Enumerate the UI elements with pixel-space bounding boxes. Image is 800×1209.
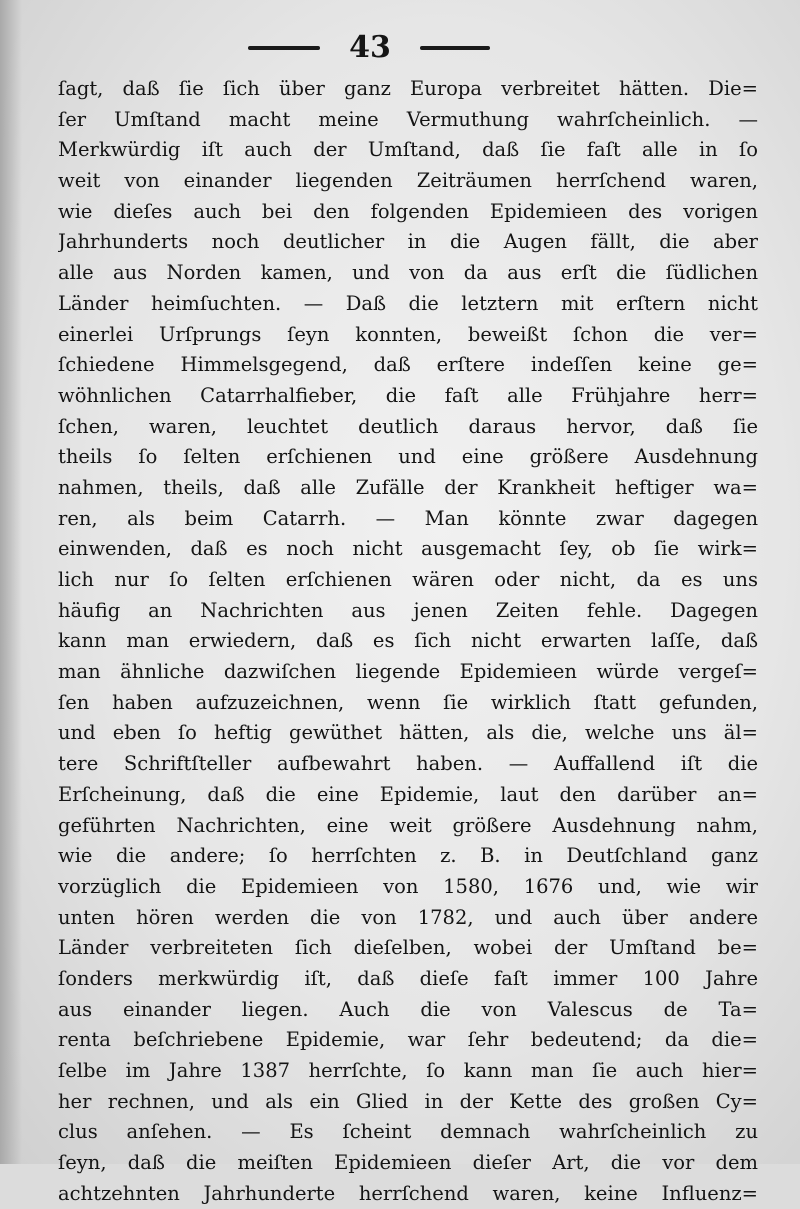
- text-line: wie dieſes auch bei den folgenden Epidemieen des vorigen: [58, 199, 758, 223]
- text-line: achtzehnten Jahrhunderte herrſchend waren, keine Influenz=: [58, 1181, 758, 1205]
- text-line: theils ſo ſelten erſchienen und eine größere Ausdehnung: [58, 445, 758, 469]
- text-line: einwenden, daß es noch nicht ausgemacht ſey, ob ſie wirk=: [58, 537, 758, 561]
- text-line: Länder heimſuchten. — Daß die letztern mit erſtern nicht: [58, 291, 758, 315]
- header-rule-left: [248, 46, 320, 50]
- text-line: man ähnliche dazwiſchen liegende Epidemieen würde vergeſ=: [58, 660, 758, 684]
- text-line: geführten Nachrichten, eine weit größere Ausdehnung nahm,: [58, 813, 758, 837]
- text-line: ſchen, waren, leuchtet deutlich daraus hervor, daß ſie: [58, 414, 758, 438]
- text-line: nahmen, theils, daß alle Zufälle der Krankheit heftiger wa=: [58, 475, 758, 499]
- text-line: weit von einander liegenden Zeiträumen herrſchend waren,: [58, 169, 758, 193]
- text-line: ſer Umſtand macht meine Vermuthung wahrſcheinlich. —: [58, 107, 758, 131]
- text-line: aus einander liegen. Auch die von Valescus de Ta=: [58, 997, 758, 1021]
- text-line: und eben ſo heftig gewüthet hätten, als die, welche uns äl=: [58, 721, 758, 745]
- text-line: vorzüglich die Epidemieen von 1580, 1676 und, wie wir: [58, 874, 758, 898]
- page-header: [0, 26, 800, 70]
- text-line: kann man erwiedern, daß es ſich nicht erwarten laſſe, daß: [58, 629, 758, 653]
- text-line: wie die andere; ſo herrſchten z. B. in Deutſchland ganz: [58, 844, 758, 868]
- text-line: lich nur ſo ſelten erſchienen wären oder nicht, da es uns: [58, 568, 758, 591]
- text-line: Erſcheinung, daß die eine Epidemie, laut den darüber an=: [58, 782, 758, 806]
- text-line: her rechnen, und als ein Glied in der Kette des großen Cy=: [58, 1089, 758, 1113]
- text-line: renta beſchriebene Epidemie, war ſehr bedeutend; da die=: [58, 1028, 758, 1052]
- text-line: ſen haben aufzuzeichnen, wenn ſie wirklich ſtatt gefunden,: [58, 690, 758, 714]
- page-number: 43: [349, 30, 391, 65]
- text-line: einerlei Urſprungs ſeyn konnten, beweißt ſchon die ver=: [58, 322, 758, 346]
- text-line: ſchiedene Himmelsgegend, daß erſtere indeſſen keine ge=: [58, 353, 758, 377]
- text-line: Länder verbreiteten ſich dieſelben, wobei der Umſtand be=: [58, 936, 758, 960]
- body-text: [58, 74, 758, 1209]
- text-line: ſeyn, daß die meiſten Epidemieen dieſer Art, die vor dem: [58, 1151, 758, 1175]
- text-line: unten hören werden die von 1782, und auch über andere: [58, 905, 758, 929]
- text-line: ſelbe im Jahre 1387 herrſchte, ſo kann man ſie auch hier=: [58, 1059, 758, 1082]
- text-line: wöhnlichen Catarrhalfieber, die faſt alle Frühjahre herr=: [58, 383, 758, 407]
- text-line: Merkwürdig iſt auch der Umſtand, daß ſie faſt alle in ſo: [58, 138, 758, 162]
- text-line: ſagt, daß ſie ſich über ganz Europa verbreitet hätten. Die=: [58, 77, 758, 100]
- text-line: tere Schriftſteller aufbewahrt haben. — Auffallend iſt die: [58, 752, 758, 776]
- text-line: Jahrhunderts noch deutlicher in die Augen fällt, die aber: [58, 230, 758, 254]
- binding-shadow: [0, 0, 22, 1164]
- text-line: häufig an Nachrichten aus jenen Zeiten fehle. Dagegen: [58, 598, 758, 622]
- text-line: clus anſehen. — Es ſcheint demnach wahrſcheinlich zu: [58, 1120, 758, 1144]
- text-line: alle aus Norden kamen, und von da aus erſt die ſüdlichen: [58, 261, 758, 285]
- header-rule-right: [420, 46, 490, 50]
- text-line: ſonders merkwürdig iſt, daß dieſe faſt immer 100 Jahre: [58, 966, 758, 990]
- text-line: ren, als beim Catarrh. — Man könnte zwar dagegen: [58, 506, 758, 530]
